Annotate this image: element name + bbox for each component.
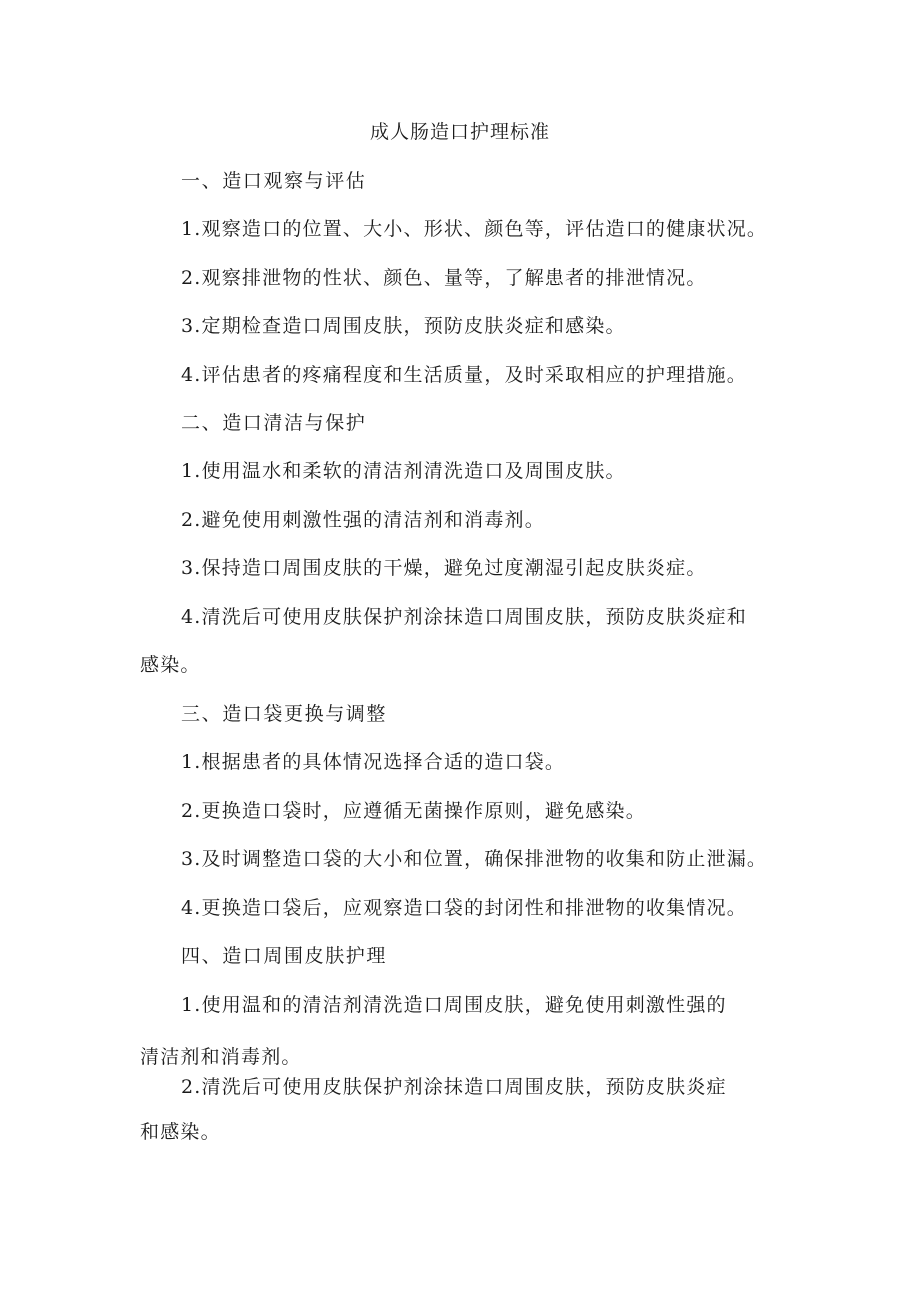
- paragraph-line-continuation: 和感染。: [140, 1121, 221, 1143]
- paragraph-line: 1.使用温和的清洁剂清洗造口周围皮肤，避免使用刺激性强的: [181, 994, 727, 1016]
- paragraph-line-continuation: 感染。: [140, 654, 201, 676]
- paragraph-line: 2.更换造口袋时，应遵循无菌操作原则，避免感染。: [181, 800, 646, 822]
- paragraph-line: 4.清洗后可使用皮肤保护剂涂抹造口周围皮肤，预防皮肤炎症和: [181, 606, 747, 628]
- paragraph-line: 2.避免使用刺激性强的清洁剂和消毒剂。: [181, 509, 545, 531]
- paragraph-line: 3.定期检查造口周围皮肤，预防皮肤炎症和感染。: [181, 315, 626, 337]
- document-title: 成人肠造口护理标准: [369, 121, 550, 143]
- paragraph-line: 1.根据患者的具体情况选择合适的造口袋。: [181, 751, 566, 773]
- paragraph-line: 3.保持造口周围皮肤的干燥，避免过度潮湿引起皮肤炎症。: [181, 557, 707, 579]
- paragraph-line-continuation: 清洁剂和消毒剂。: [140, 1046, 302, 1068]
- paragraph-line: 2.清洗后可使用皮肤保护剂涂抹造口周围皮肤，预防皮肤炎症: [181, 1076, 727, 1098]
- paragraph-line: 4.更换造口袋后，应观察造口袋的封闭性和排泄物的收集情况。: [181, 897, 747, 919]
- paragraph-line: 1.使用温水和柔软的清洁剂清洗造口及周围皮肤。: [181, 460, 626, 482]
- paragraph-line: 3.及时调整造口袋的大小和位置，确保排泄物的收集和防止泄漏。: [181, 848, 768, 870]
- section-heading-observation: 一、造口观察与评估: [181, 170, 367, 192]
- paragraph-line: 4.评估患者的疼痛程度和生活质量，及时采取相应的护理措施。: [181, 364, 747, 386]
- paragraph-line: 2.观察排泄物的性状、颜色、量等，了解患者的排泄情况。: [181, 267, 707, 289]
- section-heading-cleaning: 二、造口清洁与保护: [181, 412, 367, 434]
- section-heading-pouch: 三、造口袋更换与调整: [181, 703, 388, 725]
- paragraph-line: 1.观察造口的位置、大小、形状、颜色等，评估造口的健康状况。: [181, 218, 768, 240]
- section-heading-skin-care: 四、造口周围皮肤护理: [181, 945, 388, 967]
